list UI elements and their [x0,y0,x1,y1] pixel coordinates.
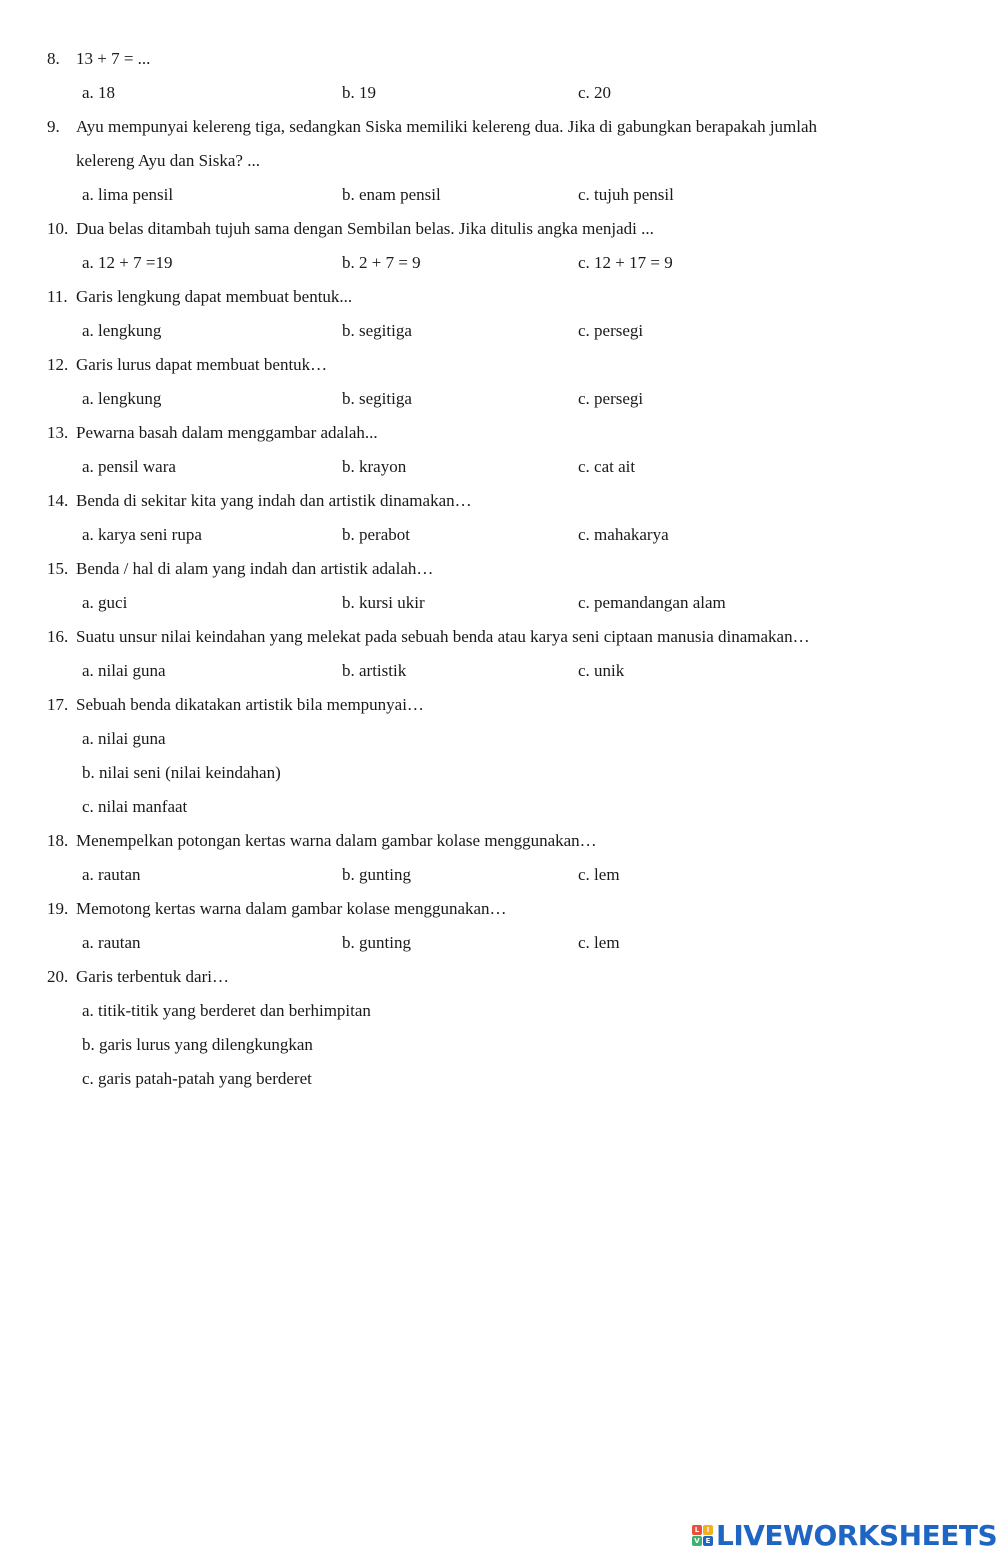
option-b: b. artistik [342,661,407,680]
option-c: c. lem [578,865,620,884]
question-text: Sebuah benda dikatakan artistik bila mempunyai… [76,695,424,714]
option-c: c. persegi [578,389,644,408]
option-b: b. nilai seni (nilai keindahan) [82,763,281,782]
question-16 [0,620,1000,654]
option-c: c. mahakarya [578,525,669,544]
question-text: Benda / hal di alam yang indah dan artistik adalah… [76,559,434,578]
option-row-c [0,790,1000,824]
option-c: c. tujuh pensil [578,185,674,204]
question-10 [0,212,1000,246]
question-number: 20. [47,967,69,986]
question-9-continued [0,144,1000,178]
option-row-a [0,994,1000,1028]
question-text: Memotong kertas warna dalam gambar kolase menggunakan… [76,899,507,918]
option-a: a. guci [82,593,128,612]
option-b: b. segitiga [342,389,412,408]
question-19 [0,892,1000,926]
question-8 [0,42,1000,76]
options-row [0,76,1000,110]
option-row-b [0,1028,1000,1062]
option-b: b. perabot [342,525,410,544]
option-c: c. 12 + 17 = 9 [578,253,673,272]
option-a: a. rautan [82,933,141,952]
option-c: c. 20 [578,83,612,102]
logo-block: V [692,1536,702,1546]
logo-block: E [703,1536,713,1546]
option-c: c. unik [578,661,625,680]
question-text-line-1: Ayu mempunyai kelereng tiga, sedangkan Siska memiliki kelereng dua. Jika di gabungkan berapakah jumlah [76,117,818,136]
question-number: 12. [47,355,69,374]
question-number: 9. [47,117,60,136]
question-number: 19. [47,899,69,918]
question-15 [0,552,1000,586]
option-a: a. rautan [82,865,141,884]
question-text: Dua belas ditambah tujuh sama dengan Sembilan belas. Jika ditulis angka menjadi ... [76,219,654,238]
option-a: a. lima pensil [82,185,174,204]
option-a: a. karya seni rupa [82,525,202,544]
question-text: Pewarna basah dalam menggambar adalah... [76,423,378,442]
question-text: Suatu unsur nilai keindahan yang melekat pada sebuah benda atau karya seni ciptaan manusia dinamakan… [76,627,810,646]
question-number: 17. [47,695,69,714]
options-row [0,586,1000,620]
question-number: 13. [47,423,69,442]
option-c: c. nilai manfaat [82,797,188,816]
question-number: 11. [47,287,68,306]
options-row [0,450,1000,484]
option-c: c. lem [578,933,620,952]
option-b: b. enam pensil [342,185,441,204]
brand-name: LIVEWORKSHEETS [716,1518,998,1552]
option-b: b. kursi ukir [342,593,425,612]
question-18 [0,824,1000,858]
question-number: 15. [47,559,69,578]
question-text: Menempelkan potongan kertas warna dalam gambar kolase menggunakan… [76,831,597,850]
question-text-line-2: kelereng Ayu dan Siska? ... [76,151,260,170]
option-a: a. nilai guna [82,661,166,680]
question-20 [0,960,1000,994]
question-number: 14. [47,491,69,510]
logo-blocks-icon [692,1525,713,1546]
option-c: c. persegi [578,321,644,340]
question-text: Garis lengkung dapat membuat bentuk... [76,287,353,306]
question-11 [0,280,1000,314]
logo-block: I [703,1525,713,1535]
question-12 [0,348,1000,382]
option-a: a. nilai guna [82,729,166,748]
question-13 [0,416,1000,450]
question-number: 10. [47,219,69,238]
option-b: b. 2 + 7 = 9 [342,253,421,272]
option-a: a. titik-titik yang berderet dan berhimpitan [82,1001,371,1020]
option-c: c. garis patah-patah yang berderet [82,1069,312,1088]
question-text: Benda di sekitar kita yang indah dan artistik dinamakan… [76,491,472,510]
option-a: a. pensil wara [82,457,176,476]
question-14 [0,484,1000,518]
question-text: Garis terbentuk dari… [76,967,229,986]
options-row [0,178,1000,212]
option-b: b. gunting [342,865,411,884]
options-row [0,858,1000,892]
options-row [0,314,1000,348]
option-b: b. garis lurus yang dilengkungkan [82,1035,313,1054]
option-a: a. lengkung [82,321,162,340]
option-a: a. 18 [82,83,116,102]
options-row [0,246,1000,280]
options-row [0,654,1000,688]
option-a: a. 12 + 7 =19 [82,253,173,272]
logo-block: L [692,1525,702,1535]
option-row-a [0,722,1000,756]
question-17 [0,688,1000,722]
option-c: c. pemandangan alam [578,593,726,612]
option-c: c. cat ait [578,457,636,476]
options-row [0,518,1000,552]
option-row-c [0,1062,1000,1096]
question-9 [0,110,1000,144]
option-b: b. krayon [342,457,407,476]
question-number: 8. [47,49,60,68]
question-number: 18. [47,831,69,850]
question-number: 16. [47,627,69,646]
question-text: Garis lurus dapat membuat bentuk… [76,355,328,374]
options-row [0,382,1000,416]
question-text: 13 + 7 = ... [76,49,151,68]
option-b: b. 19 [342,83,376,102]
options-row [0,926,1000,960]
option-row-b [0,756,1000,790]
liveworksheets-logo [692,1518,997,1552]
option-b: b. segitiga [342,321,412,340]
option-a: a. lengkung [82,389,162,408]
option-b: b. gunting [342,933,411,952]
